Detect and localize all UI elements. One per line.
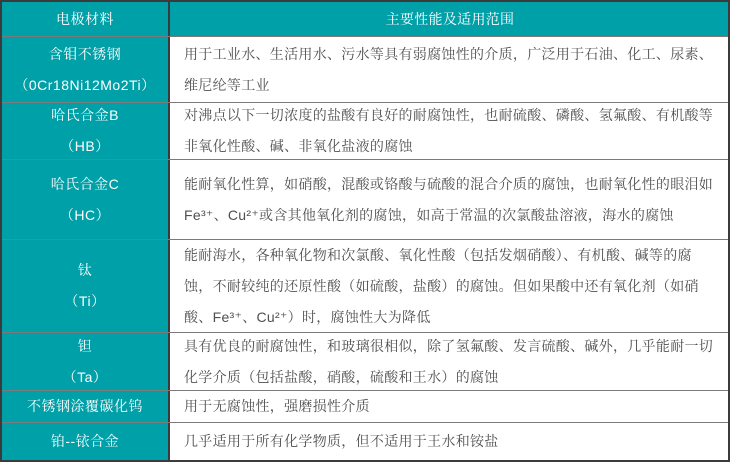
material-description: 用于工业水、生活用水、污水等具有弱腐蚀性的介质，广泛用于石油、化工、尿素、维尼纶等工业: [184, 45, 714, 93]
material-name: 钛: [77, 262, 93, 278]
material-description: 能耐氧化性算，如硝酸，混酸或铬酸与硫酸的混合介质的腐蚀，也耐氧化性的眼泪如Fe³⁺、Cu²⁺或含其他氧化剂的腐蚀，如高于常温的次氯酸盐溶液，海水的腐蚀: [184, 175, 714, 223]
table-row-hastelloy-c: [2, 159, 728, 239]
material-cell: [2, 423, 170, 460]
table-row-tantalum: [2, 332, 728, 390]
description-cell: [170, 333, 728, 390]
material-description: 具有优良的耐腐蚀性，和玻璃很相似，除了氢氟酸、发言硫酸、碱外，几乎能耐一切化学介质（包括盐酸，硝酸，硫酸和王水）的腐蚀: [184, 337, 714, 385]
description-cell: [170, 391, 728, 422]
material-cell: [2, 391, 170, 422]
material-name: 铂--铱合金: [50, 433, 120, 449]
material-cell: [2, 37, 170, 102]
description-cell: [170, 240, 728, 332]
material-name: 不锈钢涂覆碳化钨: [27, 398, 143, 414]
description-cell: [170, 37, 728, 102]
material-code: （Ti）: [64, 293, 106, 309]
table-row-tungsten-carbide-coated-steel: [2, 390, 728, 422]
material-cell: [2, 103, 170, 159]
description-cell: [170, 423, 728, 460]
column-header-material: [2, 2, 170, 36]
material-code: （0Cr18Ni12Mo2Ti）: [14, 76, 156, 93]
table-header-row: [2, 2, 728, 36]
material-cell: [2, 333, 170, 390]
material-name: 含钼不锈钢: [48, 45, 122, 62]
table-row-titanium: [2, 239, 728, 332]
material-description: 用于无腐蚀性，强磨损性介质: [184, 398, 370, 414]
material-cell: [2, 240, 170, 332]
material-code: （HB）: [60, 138, 110, 154]
description-cell: [170, 160, 728, 239]
material-description: 对沸点以下一切浓度的盐酸有良好的耐腐蚀性，也耐硫酸、磷酸、氢氟酸、有机酸等非氧化性酸、碱、非氧化盐液的腐蚀: [184, 107, 714, 154]
table-row-molybdenum-stainless-steel: [2, 36, 728, 102]
table-row-hastelloy-b: [2, 102, 728, 159]
description-cell: [170, 103, 728, 159]
material-code: （Ta）: [62, 368, 108, 385]
table-row-platinum-iridium-alloy: [2, 422, 728, 460]
material-description: 几乎适用于所有化学物质，但不适用于王水和铵盐: [184, 433, 499, 449]
material-code: （HC）: [59, 206, 111, 223]
column-header-properties-label: 主要性能及适用范围: [385, 10, 515, 27]
column-header-material-label: 电极材料: [56, 10, 114, 27]
material-cell: [2, 160, 170, 239]
material-name: 哈氏合金C: [50, 175, 120, 192]
material-name: 钽: [77, 337, 93, 354]
material-description: 能耐海水，各种氧化物和次氯酸、氧化性酸（包括发烟硝酸）、有机酸、碱等的腐蚀，不耐较纯的还原性酸（如硫酸，盐酸）的腐蚀。但如果酸中还有氧化剂（如硝酸、Fe³⁺、Cu²⁺）时，腐蚀性大为降低: [184, 246, 699, 325]
column-header-properties: [170, 2, 728, 36]
material-name: 哈氏合金B: [51, 107, 119, 123]
